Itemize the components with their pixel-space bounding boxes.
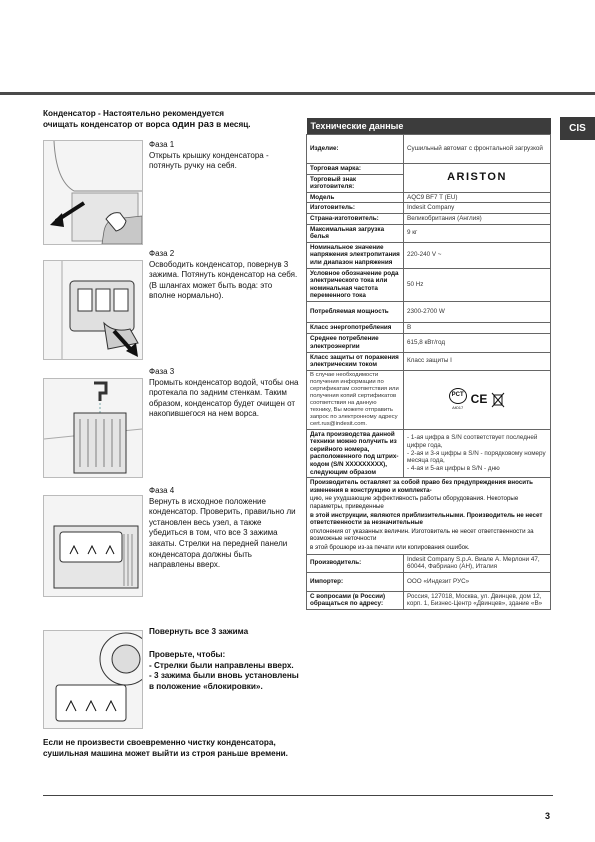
maintenance-warning: Если не произвести своевременно чистку конденсатора, сушильная машина может выйти из строя раньше времени. — [43, 738, 288, 758]
phase2-illustration — [43, 260, 143, 360]
top-rule — [0, 92, 595, 95]
phase4-text — [149, 486, 299, 571]
phase2-text — [149, 249, 299, 302]
spec-title: Технические данные — [307, 118, 551, 135]
spec-row: Номинальное значение напряжения электропитания или диапазон напряжения 220-240 V ~ — [307, 242, 551, 268]
spec-row: Изделие: Сушильный автомат с фронтальной загрузкой — [307, 135, 551, 164]
spec-row: Условное обозначение рода электрического тока или номинальная частота переменного тока 50 Hz — [307, 268, 551, 301]
spec-row: Торговый знак изготовителя: — [307, 174, 551, 192]
spec-row: Изготовитель: Indesit Company — [307, 203, 551, 214]
spec-row: Класс защиты от поражения электрическим током Класс защиты I — [307, 352, 551, 370]
spec-row: Максимальная загрузка белья 9 кг — [307, 224, 551, 242]
intro-label: Конденсатор - — [43, 109, 101, 118]
spec-row-date: Дата производства данной техники можно получить из серийного номера, расположенного под штрих-кодом (S/N XXXXXXXXX), следующим образом - 1-ая цифра в S/N соответствует последней цифре года, - 2-ая и 3-я цифры в S/N - порядковому номеру месяца года, - 4-ая и 5-ая цифры в S/N - дню — [307, 429, 551, 478]
spec-row-producer: Производитель: Indesit Company S.p.A. Виале А. Мерлони 47, 60044, Фабриано (АН), Италия — [307, 554, 551, 572]
language-tab: CIS — [560, 117, 595, 140]
spec-row-certificates — [307, 370, 551, 429]
phase3-text — [149, 367, 299, 420]
phase5-illustration — [43, 630, 143, 729]
spec-row-questions: С вопросами (в России) обращаться по адресу: Россия, 127018, Москва, ул. Двинцев, дом 12, корп. 1, Бизнес-Центр «Двинцев», здание «В» — [307, 591, 551, 609]
page-number: 3 — [545, 811, 551, 821]
phase1-illustration — [43, 140, 143, 245]
spec-row: Класс энергопотребления B — [307, 322, 551, 333]
phase4-title: Фаза 4 — [149, 486, 175, 495]
technical-data-table — [306, 118, 551, 610]
phase2-body: Освободить конденсатор, повернув 3 зажима. Потянуть конденсатор на себя. (В шлангах может быть вода: это вполне нормально). — [149, 259, 298, 301]
spec-row: Страна-изготовитель: Великобритания (Англия) — [307, 213, 551, 224]
ariston-logo: ARISTON — [447, 171, 507, 184]
phase3-body: Промыть конденсатор водой, чтобы она протекала по задним стенкам. Таким образом, конденсатор будет очищен от накопившегося на нем ворса. — [149, 377, 299, 419]
spec-row: Среднее потребление электроэнергии 615,8 кВт/год — [307, 333, 551, 352]
ce-mark-icon: CE — [470, 391, 488, 406]
spec-row-importer: Импортер: ООО «Индезит РУС» — [307, 572, 551, 591]
certificate-info: В случае необходимости получения информации по сертификатам соответствия или получения копий сертификатов соответствия на данную технику, Вы можете отправить запрос по электронному адресу cert.rus@indesit.com. — [307, 370, 404, 429]
phase3-title: Фаза 3 — [149, 367, 175, 376]
phase1-title: Фаза 1 — [149, 140, 175, 149]
spec-row: Модель AQC9 BF7 T (EU) — [307, 192, 551, 203]
certification-marks: PCT АЮ17 CE — [407, 388, 547, 412]
phase1-body: Открыть крышку конденсатора - потянуть ручку на себя. — [149, 150, 269, 171]
spec-row-disclaimer: Производитель оставляет за собой право без предупреждения вносить изменения в конструкцию и комплекта- цию, не ухудшающие эффективность работы оборудования. Некоторые параметры, приведенные в этой инструкции, являются приблизительными. Производитель не несет ответственности за незначительные отклонения от указанных величин. Изготовитель не несет ответственности за возможные неточности в этой брошюре из-за печати или копирования ошибок. — [307, 478, 551, 554]
phase2-title: Фаза 2 — [149, 249, 175, 258]
pct-mark-icon: PCT — [449, 388, 467, 404]
phase5-text: Повернуть все 3 зажима Проверьте, чтобы: - Стрелки были направлены вверх. - 3 зажима были вновь установлены в положение «блокировки». — [149, 627, 299, 692]
phase4-illustration — [43, 495, 143, 597]
bottom-rule — [43, 795, 553, 796]
intro-text: Конденсатор - Настоятельно рекомендуется очищать конденсатор от ворса один раз в месяц. — [43, 109, 251, 130]
phase3-illustration — [43, 378, 143, 478]
spec-row: Торговая марка: ARISTON — [307, 164, 551, 175]
spec-row: Потребляемая мощность 2300-2700 W — [307, 301, 551, 322]
phase4-body: Вернуть в исходное положение конденсатор. Проверить, правильно ли установлен весь узел, а также убедиться в том, что все 3 зажима закаты. Стрелки на передней панели конденсатора должны быть направлены вверх. — [149, 496, 296, 570]
phase1-text — [149, 140, 299, 172]
weee-bin-icon — [491, 392, 505, 408]
